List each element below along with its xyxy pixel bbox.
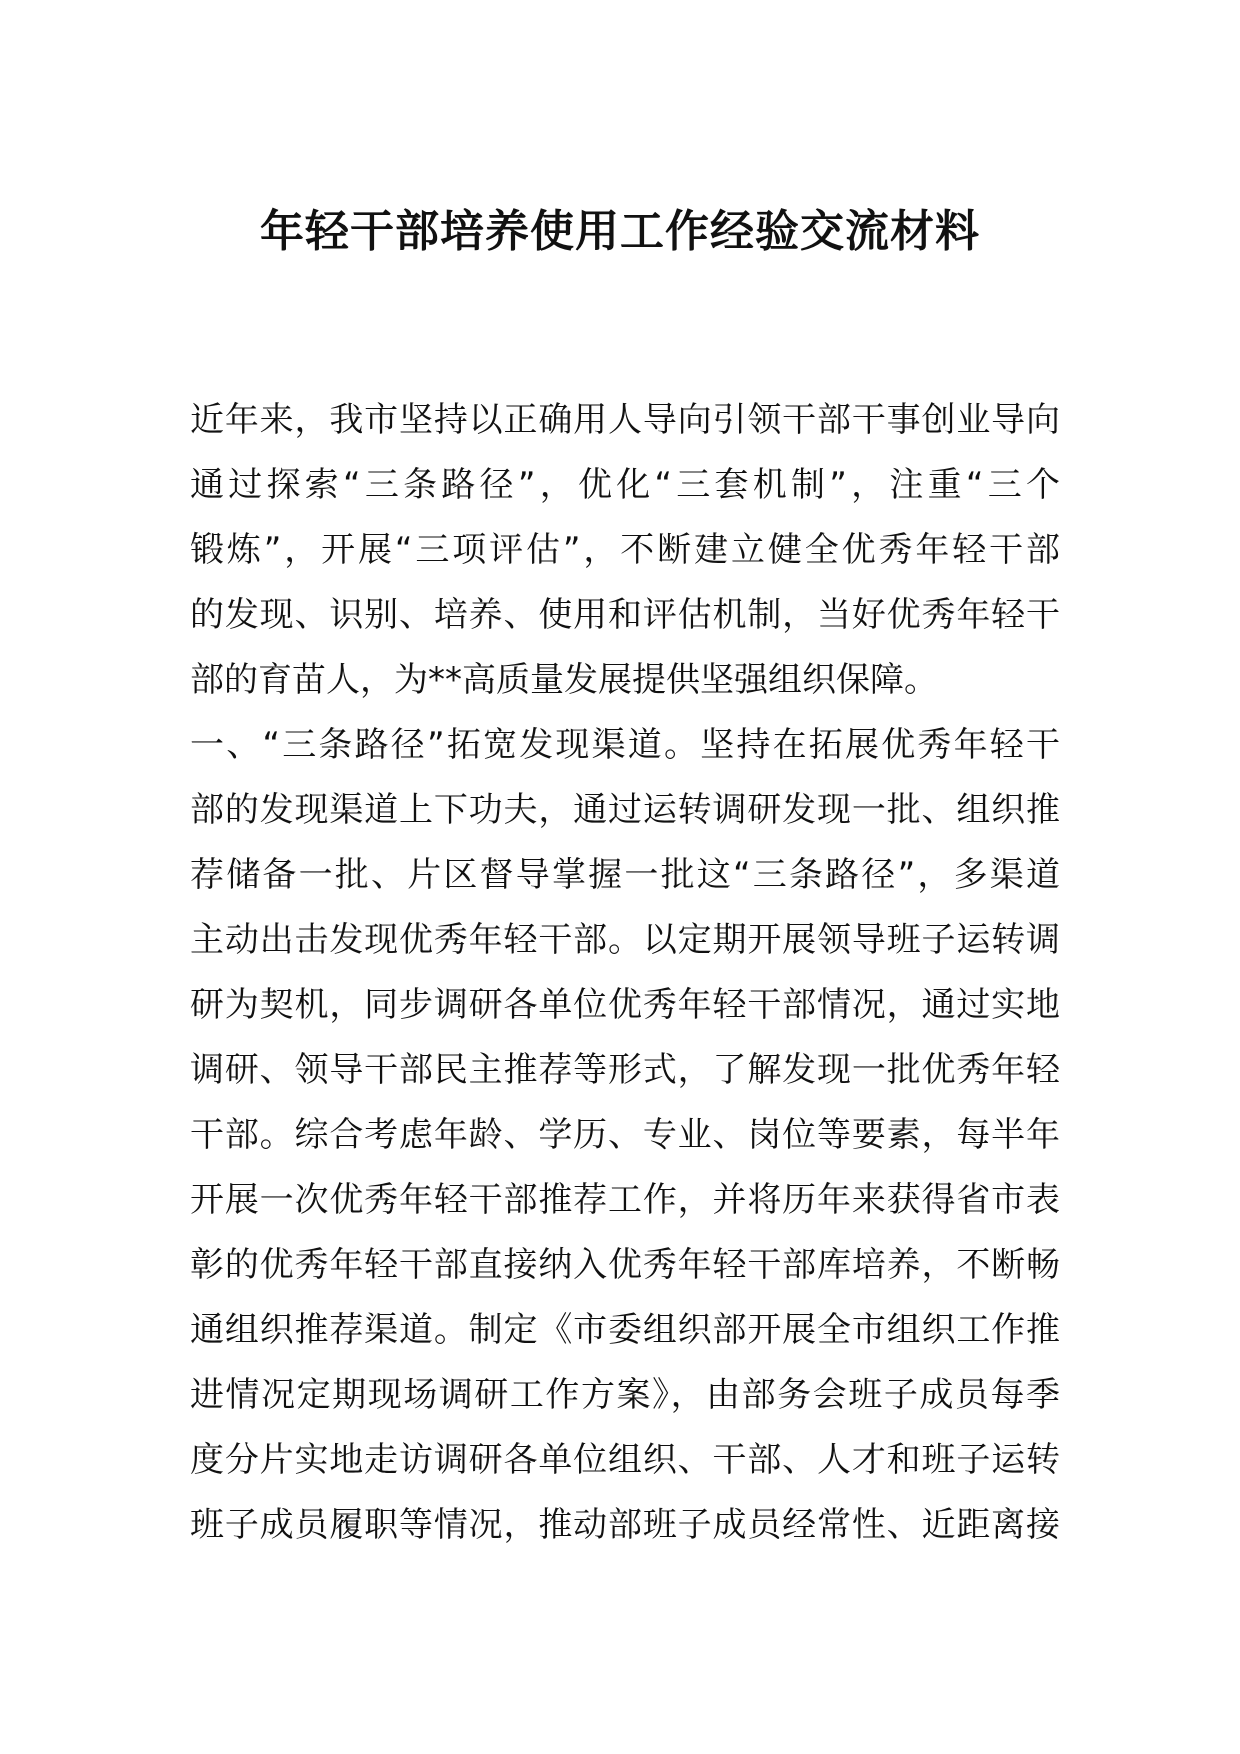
paragraph-line: 的发现、识别、培养、使用和评估机制，当好优秀年轻干 <box>190 595 1060 635</box>
paragraph-line: 度分片实地走访调研各单位组织、干部、人才和班子运转 <box>190 1440 1060 1480</box>
paragraph-line: 调研、领导干部民主推荐等形式，了解发现一批优秀年轻 <box>190 1050 1060 1090</box>
paragraph-line: 主动出击发现优秀年轻干部。以定期开展领导班子运转调 <box>190 920 1060 960</box>
paragraph-line: 荐储备一批、片区督导掌握一批这“三条路径”，多渠道 <box>190 855 1060 895</box>
paragraph-line: 进情况定期现场调研工作方案》，由部务会班子成员每季 <box>190 1375 1060 1415</box>
document-title: 年轻干部培养使用工作经验交流材料 <box>260 206 980 257</box>
paragraph-line: 近年来，我市坚持以正确用人导向引领干部干事创业导向 <box>190 400 1060 440</box>
paragraph-line: 一、“三条路径”拓宽发现渠道。坚持在拓展优秀年轻干 <box>190 725 1060 765</box>
paragraph-line: 锻炼”，开展“三项评估”，不断建立健全优秀年轻干部 <box>190 530 1060 570</box>
paragraph-line: 彰的优秀年轻干部直接纳入优秀年轻干部库培养，不断畅 <box>190 1245 1060 1285</box>
paragraph-line: 干部。综合考虑年龄、学历、专业、岗位等要素，每半年 <box>190 1115 1060 1155</box>
paragraph-line: 开展一次优秀年轻干部推荐工作，并将历年来获得省市表 <box>190 1180 1060 1220</box>
paragraph-line: 部的发现渠道上下功夫，通过运转调研发现一批、组织推 <box>190 790 1060 830</box>
document-body <box>190 388 1060 1558</box>
paragraph-line: 研为契机，同步调研各单位优秀年轻干部情况，通过实地 <box>190 985 1060 1025</box>
paragraph-line: 部的育苗人，为**高质量发展提供坚强组织保障。 <box>190 660 938 700</box>
paragraph-line: 班子成员履职等情况，推动部班子成员经常性、近距离接 <box>190 1505 1060 1545</box>
paragraph-line: 通过探索“三条路径”，优化“三套机制”，注重“三个 <box>190 465 1060 505</box>
paragraph-line: 通组织推荐渠道。制定《市委组织部开展全市组织工作推 <box>190 1310 1060 1350</box>
